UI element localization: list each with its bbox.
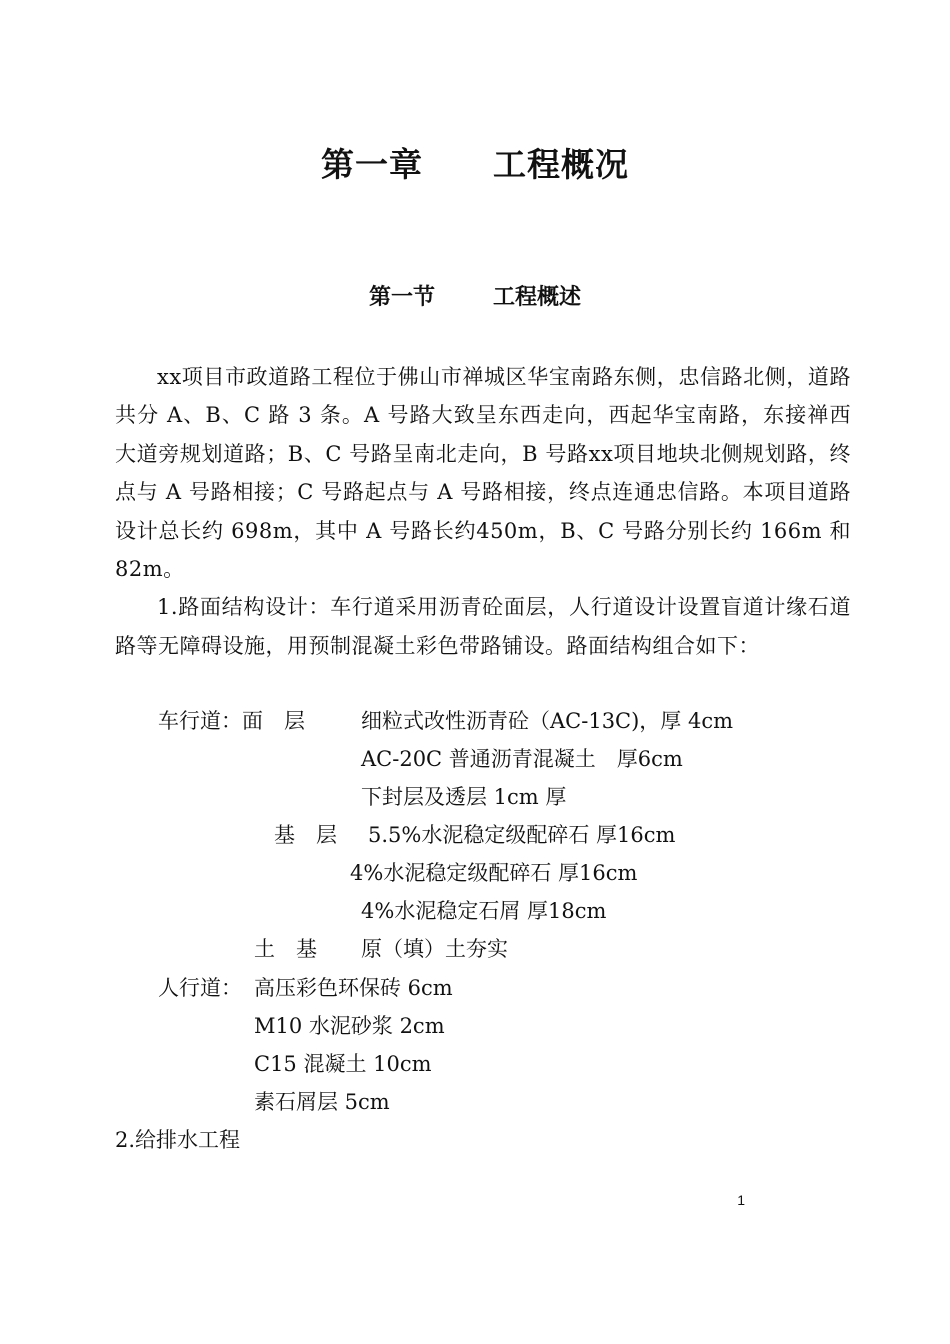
base-layer-2: 4%水泥稳定级配碎石 厚16cm — [350, 861, 638, 885]
roadway-surface-layer-1: 细粒式改性沥青砼（AC-13C)，厚 4cm — [361, 709, 734, 733]
roadway-surface-layer-2: AC-20C 普通沥青混凝土 厚6cm — [361, 747, 683, 771]
sidewalk-layer-4: 素石屑层 5cm — [254, 1090, 390, 1114]
next-heading: 2.给排水工程 — [115, 1128, 241, 1152]
base-layer-1: 5.5%水泥稳定级配碎石 厚16cm — [368, 823, 676, 847]
sidewalk-layer-2: M10 水泥砂浆 2cm — [254, 1014, 445, 1038]
base-layer-label: 基 层 — [274, 823, 337, 847]
chapter-name: 工程概况 — [493, 145, 629, 184]
section-number: 第一节 — [368, 285, 435, 310]
page-number: 1 — [737, 1192, 745, 1208]
body-text — [115, 358, 851, 665]
chapter-number: 第一章 — [321, 145, 423, 184]
subgrade-label: 土 基 — [254, 937, 317, 961]
section-title — [0, 280, 950, 316]
paragraph-overview: xx项目市政道路工程位于佛山市禅城区华宝南路东侧，忠信路北侧，道路共分 A、B、C 路 3 条。A 号路大致呈东西走向，西起华宝南路，东接禅西大道旁规划道路；B、C 号路呈南北走向，B 号路xx项目地块北侧规划路，终点与 A 号路相接；C 号路起点与 A 号路相接，终点连通忠信路。本项目道路设计总长约 698m，其中 A 号路长约450m，B、C 号路分别长约 166m 和 82m。 — [115, 365, 851, 582]
chapter-title — [0, 140, 950, 190]
sidewalk-layer-1: 高压彩色环保砖 6cm — [254, 976, 453, 1000]
subgrade-layer: 原（填）土夯实 — [361, 937, 508, 961]
section-name: 工程概述 — [493, 285, 582, 310]
paragraph-pavement-design: 1.路面结构设计：车行道采用沥青砼面层，人行道设计设置盲道计缘石道路等无障碍设施，用预制混凝土彩色带路铺设。路面结构组合如下： — [115, 595, 851, 658]
roadway-surface-layer-3: 下封层及透层 1cm 厚 — [361, 785, 567, 809]
sidewalk-layer-3: C15 混凝土 10cm — [254, 1052, 432, 1076]
base-layer-3: 4%水泥稳定石屑 厚18cm — [361, 899, 607, 923]
sidewalk-label: 人行道： — [158, 976, 242, 1000]
roadway-surface-label: 车行道：面 层 — [158, 709, 305, 733]
